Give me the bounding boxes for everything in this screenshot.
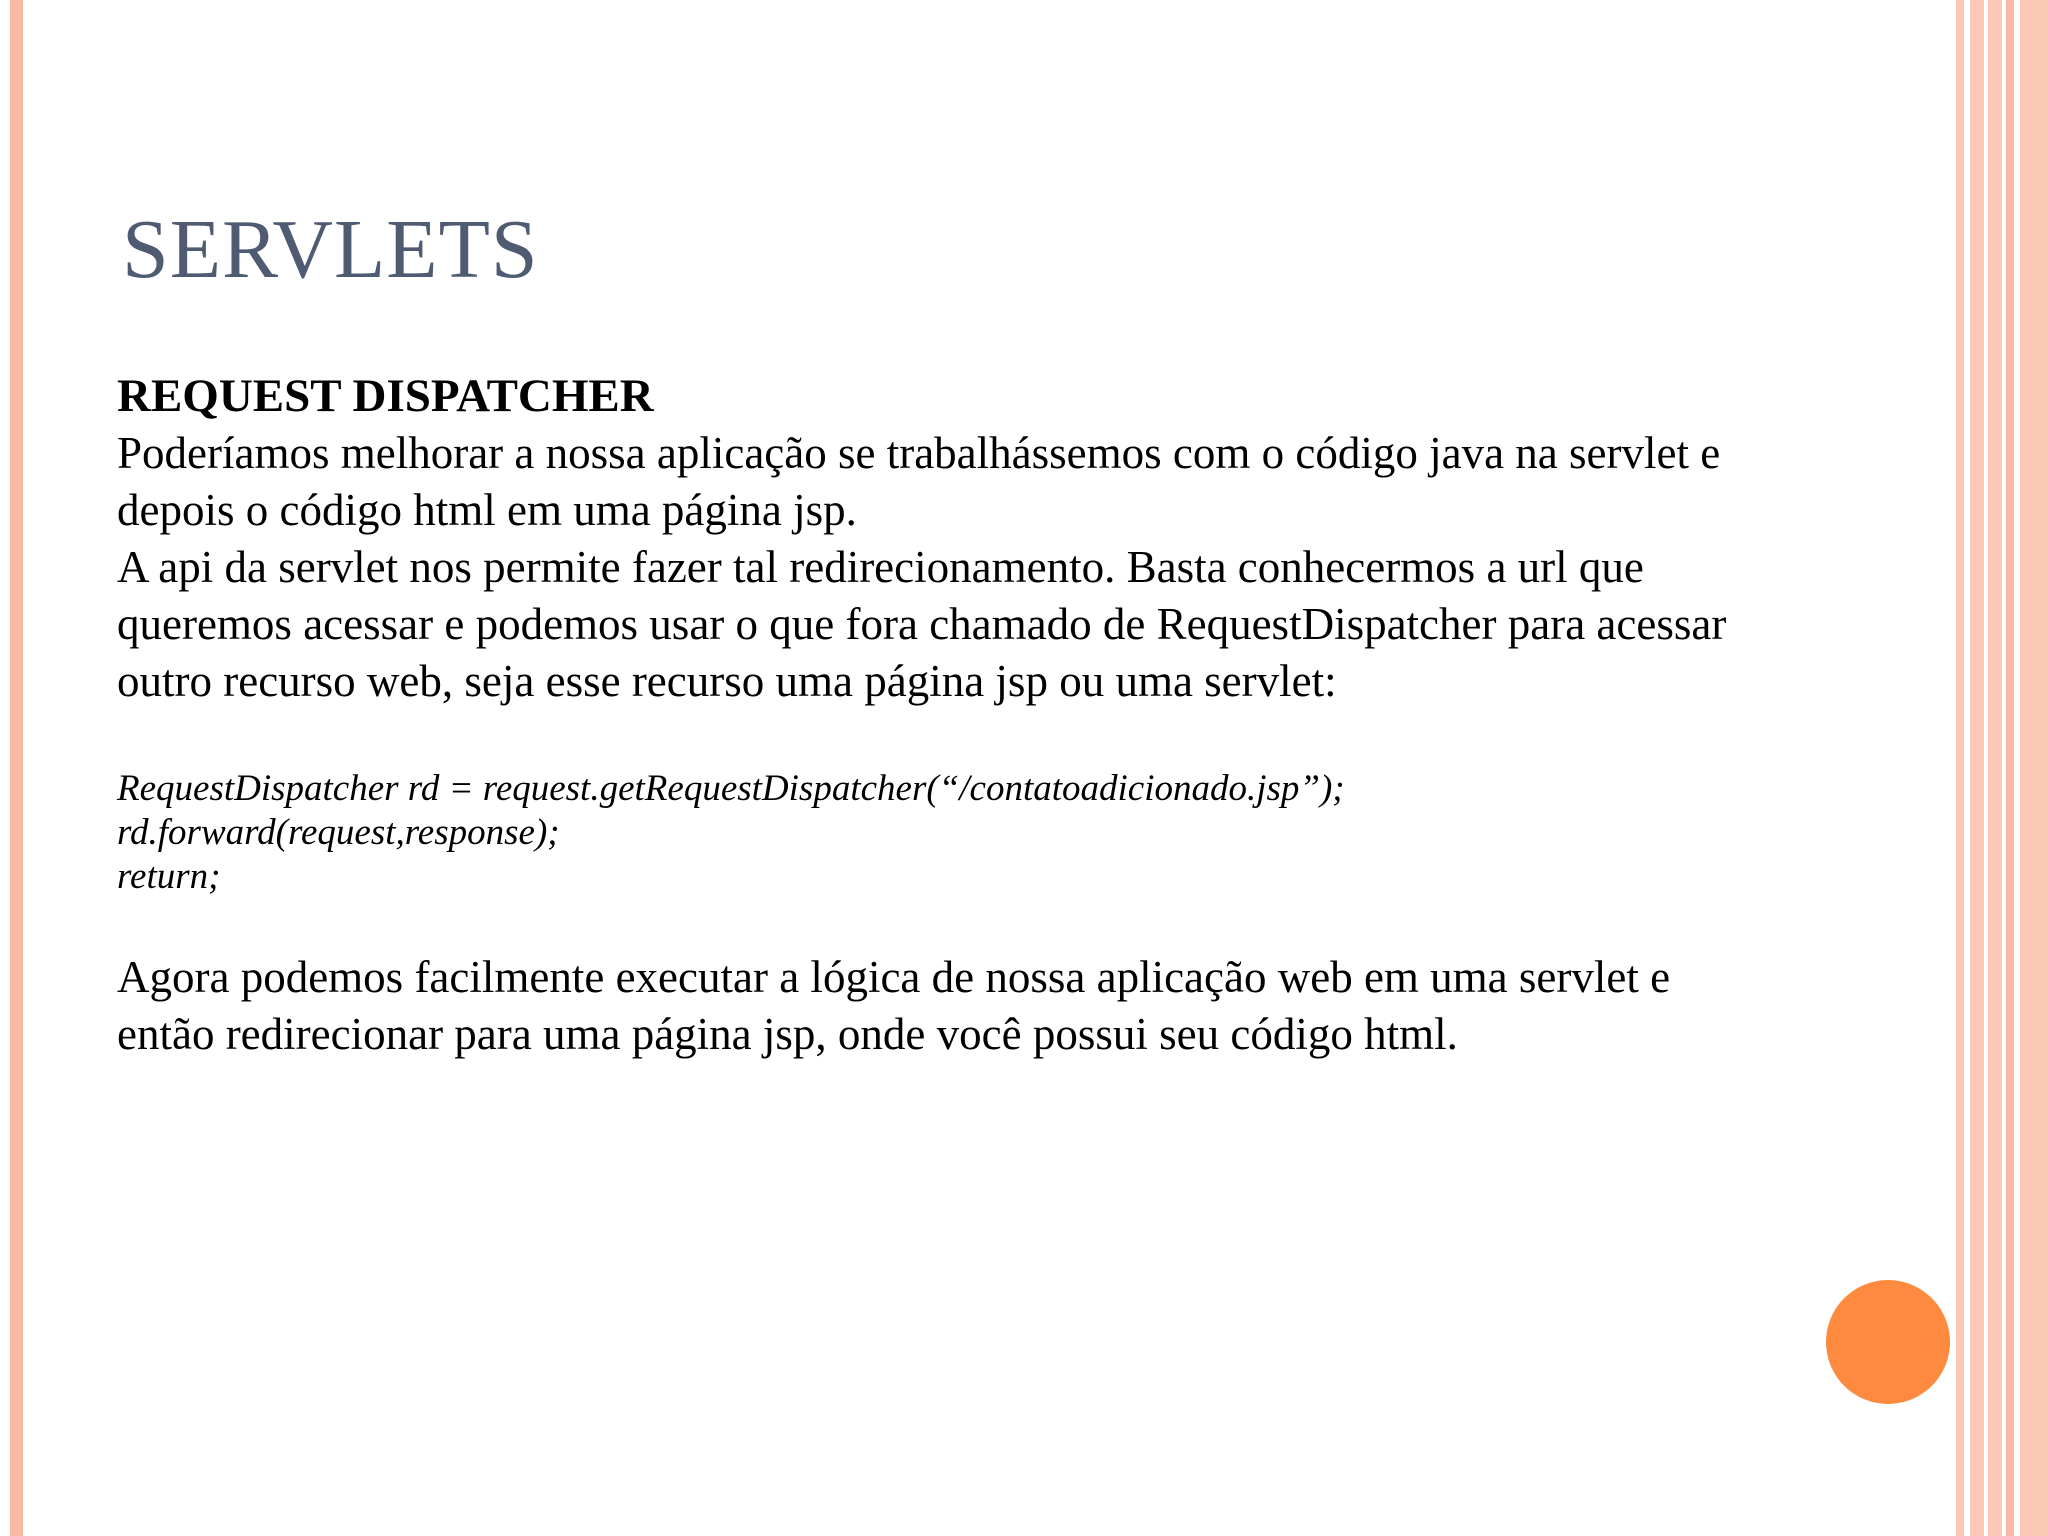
code-line: rd.forward(request,response); — [117, 812, 560, 853]
right-decorative-stripe — [1988, 0, 2002, 1536]
slide-body — [117, 368, 1757, 1108]
body-paragraph-3: Agora podemos facilmente executar a lógica de nossa aplicação web em uma servlet e então redirecionar para uma página jsp, onde você possui seu código html. — [117, 952, 1671, 1059]
slide-title: SERVLETS — [122, 203, 539, 296]
right-decorative-stripe — [2020, 0, 2048, 1536]
right-decorative-stripe — [1956, 0, 1964, 1536]
right-decorative-stripe — [1970, 0, 1984, 1536]
right-decorative-stripe — [2006, 0, 2014, 1536]
orange-circle-decoration — [1826, 1280, 1950, 1404]
code-line: return; — [117, 856, 221, 897]
code-line: RequestDispatcher rd = request.getRequestDispatcher(“/contatoadicionado.jsp”); — [117, 768, 1345, 809]
body-paragraph-1: Poderíamos melhorar a nossa aplicação se trabalhássemos com o código java na servlet e depois o código html em uma página jsp. — [117, 428, 1721, 535]
left-decorative-stripe — [10, 0, 23, 1536]
body-paragraph-2: A api da servlet nos permite fazer tal redirecionamento. Basta conhecermos a url que queremos acessar e podemos usar o que fora chamado de RequestDispatcher para acessar outro recurso web, seja esse recurso uma página jsp ou uma servlet: — [117, 542, 1727, 706]
code-snippet — [117, 767, 1757, 899]
section-subheading: REQUEST DISPATCHER — [117, 370, 654, 422]
